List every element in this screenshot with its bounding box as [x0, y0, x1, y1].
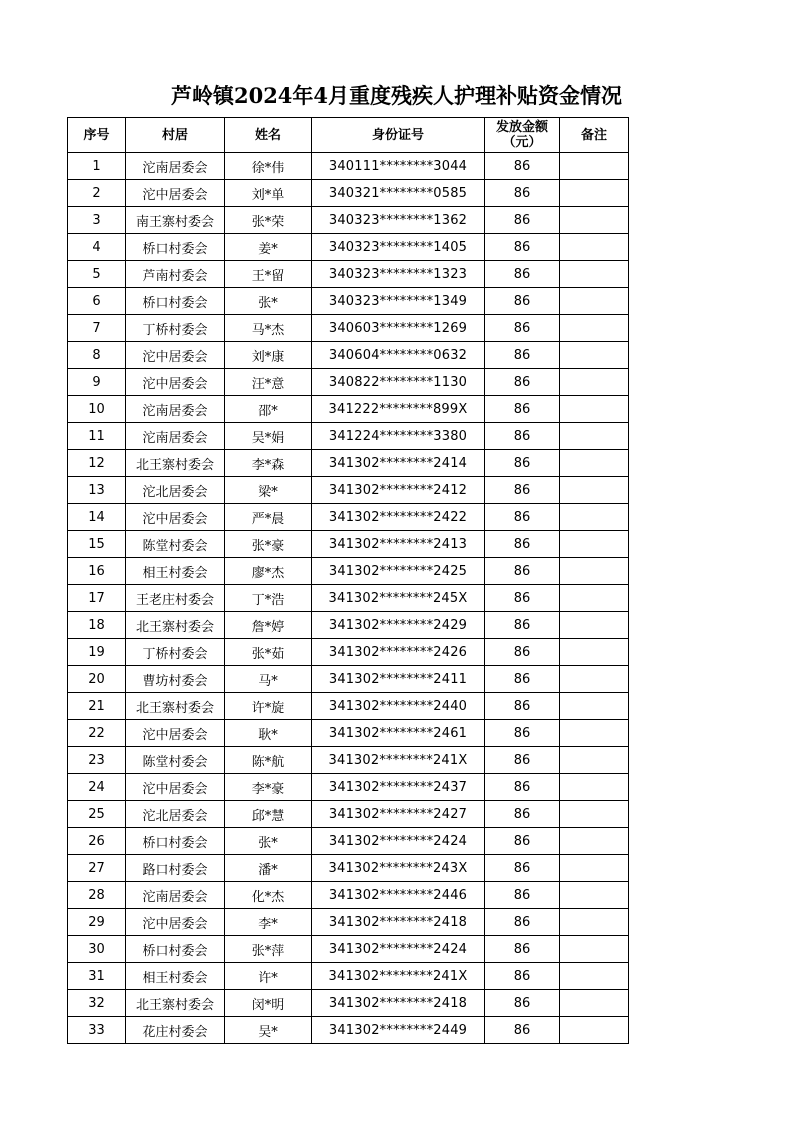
cell-note — [560, 558, 629, 585]
cell-name: 张*茹 — [225, 639, 312, 666]
cell-amount: 86 — [485, 207, 560, 234]
cell-note — [560, 315, 629, 342]
header-amount-line1: 发放金额 — [495, 120, 548, 135]
cell-village: 曹坊村委会 — [126, 666, 225, 693]
cell-village: 南王寨村委会 — [126, 207, 225, 234]
cell-name: 马*杰 — [225, 315, 312, 342]
cell-seq: 3 — [68, 207, 126, 234]
cell-name: 严*晨 — [225, 504, 312, 531]
cell-seq: 18 — [68, 612, 126, 639]
cell-village: 北王寨村委会 — [126, 990, 225, 1017]
cell-id-number: 341302********241X — [312, 963, 485, 990]
cell-note — [560, 288, 629, 315]
table-row — [68, 774, 629, 801]
cell-seq: 33 — [68, 1017, 126, 1044]
cell-village: 王老庄村委会 — [126, 585, 225, 612]
cell-seq: 20 — [68, 666, 126, 693]
cell-id-number: 341302********2440 — [312, 693, 485, 720]
header-amount — [485, 118, 560, 153]
table-row — [68, 423, 629, 450]
cell-name: 刘*单 — [225, 180, 312, 207]
cell-name: 汪*意 — [225, 369, 312, 396]
cell-id-number: 341302********2418 — [312, 909, 485, 936]
cell-village: 沱中居委会 — [126, 180, 225, 207]
cell-name: 姜* — [225, 234, 312, 261]
cell-village: 陈堂村委会 — [126, 531, 225, 558]
cell-seq: 28 — [68, 882, 126, 909]
cell-name: 化*杰 — [225, 882, 312, 909]
cell-note — [560, 234, 629, 261]
cell-note — [560, 261, 629, 288]
cell-id-number: 341302********2414 — [312, 450, 485, 477]
cell-amount: 86 — [485, 342, 560, 369]
cell-amount: 86 — [485, 369, 560, 396]
cell-note — [560, 909, 629, 936]
cell-village: 沱中居委会 — [126, 342, 225, 369]
page-title: 芦岭镇2024年4月重度残疾人护理补贴资金情况 — [170, 83, 623, 108]
cell-seq: 9 — [68, 369, 126, 396]
cell-amount: 86 — [485, 828, 560, 855]
cell-id-number: 341302********2437 — [312, 774, 485, 801]
table-row — [68, 693, 629, 720]
cell-note — [560, 801, 629, 828]
cell-seq: 11 — [68, 423, 126, 450]
cell-amount: 86 — [485, 396, 560, 423]
table-row — [68, 720, 629, 747]
cell-note — [560, 342, 629, 369]
cell-amount: 86 — [485, 693, 560, 720]
cell-note — [560, 855, 629, 882]
cell-village: 相王村委会 — [126, 963, 225, 990]
cell-note — [560, 180, 629, 207]
cell-name: 潘* — [225, 855, 312, 882]
cell-seq: 24 — [68, 774, 126, 801]
cell-village: 路口村委会 — [126, 855, 225, 882]
cell-seq: 2 — [68, 180, 126, 207]
table-row — [68, 153, 629, 180]
table-row — [68, 882, 629, 909]
cell-id-number: 341302********2424 — [312, 936, 485, 963]
cell-note — [560, 477, 629, 504]
cell-amount: 86 — [485, 882, 560, 909]
cell-name: 张* — [225, 288, 312, 315]
cell-id-number: 340321********0585 — [312, 180, 485, 207]
cell-seq: 17 — [68, 585, 126, 612]
cell-amount: 86 — [485, 639, 560, 666]
cell-id-number: 341302********2461 — [312, 720, 485, 747]
cell-amount: 86 — [485, 531, 560, 558]
cell-name: 丁*浩 — [225, 585, 312, 612]
cell-amount: 86 — [485, 558, 560, 585]
cell-id-number: 341302********243X — [312, 855, 485, 882]
table-row — [68, 909, 629, 936]
table-row — [68, 639, 629, 666]
cell-village: 桥口村委会 — [126, 288, 225, 315]
cell-seq: 31 — [68, 963, 126, 990]
cell-name: 张* — [225, 828, 312, 855]
cell-name: 马* — [225, 666, 312, 693]
table-row — [68, 288, 629, 315]
cell-seq: 10 — [68, 396, 126, 423]
table-row — [68, 990, 629, 1017]
cell-note — [560, 990, 629, 1017]
subsidy-table — [67, 117, 629, 1044]
cell-amount: 86 — [485, 936, 560, 963]
table-row — [68, 180, 629, 207]
cell-village: 沱中居委会 — [126, 909, 225, 936]
cell-note — [560, 774, 629, 801]
cell-note — [560, 369, 629, 396]
table-row — [68, 396, 629, 423]
cell-note — [560, 531, 629, 558]
cell-village: 丁桥村委会 — [126, 639, 225, 666]
cell-amount: 86 — [485, 666, 560, 693]
cell-amount: 86 — [485, 801, 560, 828]
cell-name: 詹*婷 — [225, 612, 312, 639]
cell-id-number: 341302********2411 — [312, 666, 485, 693]
header-name: 姓名 — [225, 118, 312, 153]
cell-id-number: 341302********2425 — [312, 558, 485, 585]
cell-seq: 21 — [68, 693, 126, 720]
table-row — [68, 234, 629, 261]
cell-seq: 5 — [68, 261, 126, 288]
cell-seq: 30 — [68, 936, 126, 963]
header-village: 村居 — [126, 118, 225, 153]
table-row — [68, 369, 629, 396]
cell-id-number: 340323********1362 — [312, 207, 485, 234]
cell-name: 刘*康 — [225, 342, 312, 369]
cell-name: 张*荣 — [225, 207, 312, 234]
cell-village: 陈堂村委会 — [126, 747, 225, 774]
cell-village: 沱南居委会 — [126, 396, 225, 423]
cell-id-number: 340323********1405 — [312, 234, 485, 261]
table-row — [68, 1017, 629, 1044]
cell-amount: 86 — [485, 288, 560, 315]
cell-seq: 13 — [68, 477, 126, 504]
cell-name: 王*留 — [225, 261, 312, 288]
cell-name: 邱*慧 — [225, 801, 312, 828]
cell-amount: 86 — [485, 774, 560, 801]
cell-note — [560, 423, 629, 450]
cell-note — [560, 396, 629, 423]
cell-seq: 12 — [68, 450, 126, 477]
cell-village: 沱南居委会 — [126, 153, 225, 180]
cell-note — [560, 639, 629, 666]
cell-note — [560, 720, 629, 747]
header-amount-line2: （元） — [502, 135, 542, 150]
table-row — [68, 207, 629, 234]
cell-name: 许* — [225, 963, 312, 990]
cell-name: 李*豪 — [225, 774, 312, 801]
header-note: 备注 — [560, 118, 629, 153]
cell-id-number: 341302********2426 — [312, 639, 485, 666]
cell-id-number: 341222********899X — [312, 396, 485, 423]
cell-note — [560, 207, 629, 234]
table-row — [68, 342, 629, 369]
cell-village: 相王村委会 — [126, 558, 225, 585]
cell-id-number: 340111********3044 — [312, 153, 485, 180]
cell-amount: 86 — [485, 612, 560, 639]
table-row — [68, 504, 629, 531]
cell-amount: 86 — [485, 450, 560, 477]
cell-id-number: 340604********0632 — [312, 342, 485, 369]
cell-seq: 25 — [68, 801, 126, 828]
cell-name: 李* — [225, 909, 312, 936]
cell-name: 吴* — [225, 1017, 312, 1044]
table-row — [68, 612, 629, 639]
table-row — [68, 747, 629, 774]
table-body — [68, 153, 629, 1044]
cell-village: 桥口村委会 — [126, 234, 225, 261]
cell-village: 沱中居委会 — [126, 774, 225, 801]
cell-name: 邵* — [225, 396, 312, 423]
cell-village: 沱南居委会 — [126, 423, 225, 450]
cell-amount: 86 — [485, 990, 560, 1017]
cell-seq: 8 — [68, 342, 126, 369]
cell-village: 桥口村委会 — [126, 936, 225, 963]
table-row — [68, 585, 629, 612]
cell-id-number: 341302********2413 — [312, 531, 485, 558]
cell-note — [560, 693, 629, 720]
cell-name: 许*旋 — [225, 693, 312, 720]
cell-seq: 23 — [68, 747, 126, 774]
cell-id-number: 341302********2424 — [312, 828, 485, 855]
cell-id-number: 341302********2446 — [312, 882, 485, 909]
cell-amount: 86 — [485, 747, 560, 774]
table-row — [68, 936, 629, 963]
cell-note — [560, 747, 629, 774]
cell-seq: 29 — [68, 909, 126, 936]
cell-seq: 22 — [68, 720, 126, 747]
cell-amount: 86 — [485, 585, 560, 612]
cell-amount: 86 — [485, 423, 560, 450]
cell-amount: 86 — [485, 1017, 560, 1044]
cell-seq: 15 — [68, 531, 126, 558]
cell-seq: 7 — [68, 315, 126, 342]
cell-id-number: 340323********1323 — [312, 261, 485, 288]
cell-note — [560, 1017, 629, 1044]
cell-amount: 86 — [485, 315, 560, 342]
cell-amount: 86 — [485, 504, 560, 531]
table-header-row — [68, 118, 629, 153]
cell-note — [560, 882, 629, 909]
cell-village: 沱中居委会 — [126, 369, 225, 396]
cell-id-number: 341302********2418 — [312, 990, 485, 1017]
cell-village: 北王寨村委会 — [126, 612, 225, 639]
cell-village: 芦南村委会 — [126, 261, 225, 288]
cell-id-number: 341302********241X — [312, 747, 485, 774]
table-row — [68, 531, 629, 558]
cell-village: 沱北居委会 — [126, 801, 225, 828]
cell-note — [560, 963, 629, 990]
cell-name: 闵*明 — [225, 990, 312, 1017]
cell-name: 耿* — [225, 720, 312, 747]
cell-note — [560, 504, 629, 531]
cell-id-number: 341302********2422 — [312, 504, 485, 531]
table-row — [68, 801, 629, 828]
cell-note — [560, 666, 629, 693]
cell-note — [560, 612, 629, 639]
cell-village: 沱中居委会 — [126, 720, 225, 747]
cell-note — [560, 450, 629, 477]
cell-seq: 6 — [68, 288, 126, 315]
table-row — [68, 450, 629, 477]
cell-village: 丁桥村委会 — [126, 315, 225, 342]
table-row — [68, 666, 629, 693]
cell-amount: 86 — [485, 909, 560, 936]
table-row — [68, 261, 629, 288]
header-seq: 序号 — [68, 118, 126, 153]
cell-village: 桥口村委会 — [126, 828, 225, 855]
cell-seq: 4 — [68, 234, 126, 261]
cell-name: 廖*杰 — [225, 558, 312, 585]
cell-name: 梁* — [225, 477, 312, 504]
cell-id-number: 341302********2427 — [312, 801, 485, 828]
cell-name: 张*豪 — [225, 531, 312, 558]
cell-amount: 86 — [485, 477, 560, 504]
cell-name: 徐*伟 — [225, 153, 312, 180]
cell-amount: 86 — [485, 234, 560, 261]
cell-village: 北王寨村委会 — [126, 450, 225, 477]
cell-amount: 86 — [485, 720, 560, 747]
cell-id-number: 341224********3380 — [312, 423, 485, 450]
cell-amount: 86 — [485, 855, 560, 882]
cell-seq: 1 — [68, 153, 126, 180]
cell-name: 张*萍 — [225, 936, 312, 963]
cell-seq: 32 — [68, 990, 126, 1017]
cell-amount: 86 — [485, 963, 560, 990]
cell-village: 沱南居委会 — [126, 882, 225, 909]
table-row — [68, 828, 629, 855]
cell-village: 沱北居委会 — [126, 477, 225, 504]
cell-seq: 16 — [68, 558, 126, 585]
cell-id-number: 341302********2412 — [312, 477, 485, 504]
cell-village: 沱中居委会 — [126, 504, 225, 531]
cell-id-number: 340822********1130 — [312, 369, 485, 396]
cell-note — [560, 828, 629, 855]
cell-village: 花庄村委会 — [126, 1017, 225, 1044]
cell-name: 吴*娟 — [225, 423, 312, 450]
cell-seq: 27 — [68, 855, 126, 882]
header-id: 身份证号 — [312, 118, 485, 153]
cell-amount: 86 — [485, 153, 560, 180]
cell-note — [560, 585, 629, 612]
table-row — [68, 315, 629, 342]
cell-amount: 86 — [485, 261, 560, 288]
cell-seq: 26 — [68, 828, 126, 855]
cell-seq: 19 — [68, 639, 126, 666]
cell-id-number: 341302********245X — [312, 585, 485, 612]
table-row — [68, 558, 629, 585]
cell-name: 陈*航 — [225, 747, 312, 774]
cell-id-number: 340603********1269 — [312, 315, 485, 342]
cell-amount: 86 — [485, 180, 560, 207]
cell-id-number: 341302********2449 — [312, 1017, 485, 1044]
cell-village: 北王寨村委会 — [126, 693, 225, 720]
cell-seq: 14 — [68, 504, 126, 531]
cell-id-number: 340323********1349 — [312, 288, 485, 315]
table-row — [68, 855, 629, 882]
cell-id-number: 341302********2429 — [312, 612, 485, 639]
cell-note — [560, 153, 629, 180]
table-row — [68, 963, 629, 990]
cell-note — [560, 936, 629, 963]
cell-name: 李*森 — [225, 450, 312, 477]
table-row — [68, 477, 629, 504]
